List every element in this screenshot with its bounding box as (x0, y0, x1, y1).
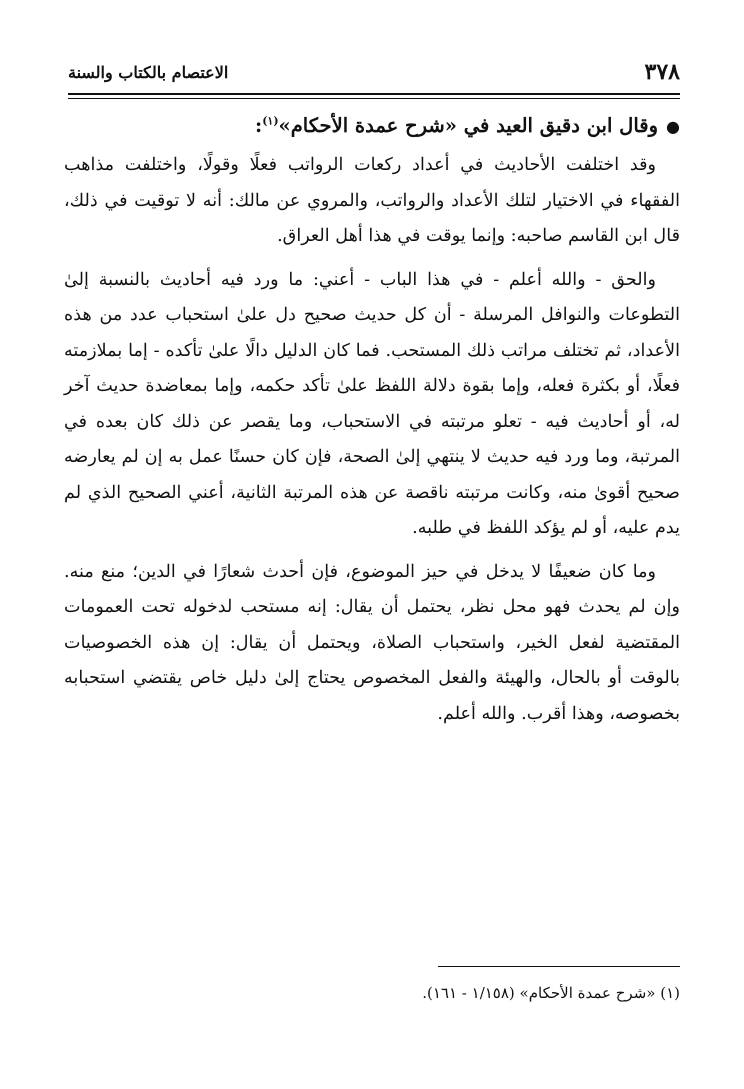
running-title: الاعتصام بالكتاب والسنة (68, 62, 229, 82)
bullet-icon: ● (666, 116, 680, 136)
page-number: ٣٧٨ (644, 59, 680, 85)
body-text (64, 108, 680, 740)
page-header (68, 52, 680, 92)
section-heading (64, 108, 680, 144)
footnote: (١) «شرح عمدة الأحكام» (١/١٥٨ - ١٦١). (422, 984, 680, 1002)
paragraph-3: وما كان ضعيفًا لا يدخل في حيز الموضوع، فإن أحدث شعارًا في الدين؛ منع منه. وإن لم يحدث فهو محل نظر، يحتمل أن يقال: إنه مستحب لدخوله تحت العمومات المقتضية لفعل الخير، واستحباب الصلاة، ويحتمل أن يقال: إن هذه الخصوصيات بالوقت أو بالحال، والهيئة والفعل المخصوص يحتاج إلىٰ دليل خاص يقتضي استحبابه بخصوصه، وهذا أقرب. والله أعلم. (64, 561, 680, 724)
header-rule-thick (68, 93, 680, 95)
footnote-reference[interactable]: (١) (262, 114, 279, 128)
paragraph-2: والحق - والله أعلم - في هذا الباب - أعني: ما ورد فيه أحاديث بالنسبة إلىٰ التطوعات والنوافل المرسلة - أن كل حديث صحيح دل علىٰ استحباب عدد من هذه الأعداد، ثم تختلف مراتب ذلك المستحب. فما كان الدليل دالًا علىٰ تأكده - إما بملازمته فعلًا، أو بكثرة فعله، وإما بقوة دلالة اللفظ علىٰ تأكد حكمه، وإما بمعاضدة حديث آخر له، أو أحاديث فيه - تعلو مرتبته في الاستحباب، وما يقصر عن ذلك كان بعده في المرتبة، وما ورد فيه حديث لا ينتهي إلىٰ الصحة، فإن كان حسنًا عمل به إن لم يعارضه صحيح أقوىٰ منه، وكانت مرتبته ناقصة عن هذه المرتبة الثانية، أعني الصحيح الذي لم يدم عليه، أو لم يؤكد اللفظ في طلبه. (64, 269, 681, 539)
footnote-separator (438, 966, 680, 967)
header-rule-thin (68, 98, 680, 99)
section-heading-text: وقال ابن دقيق العيد في «شرح عمدة الأحكام» (278, 114, 659, 137)
paragraph-1: وقد اختلفت الأحاديث في أعداد ركعات الرواتب فعلًا وقولًا، واختلفت مذاهب الفقهاء في الاختيار لتلك الأعداد والرواتب، والمروي عن مالك: أنه لا توقيت في ذلك، قال ابن القاسم صاحبه: وإنما يوقت في هذا أهل العراق. (64, 155, 680, 247)
heading-colon: : (254, 114, 263, 137)
